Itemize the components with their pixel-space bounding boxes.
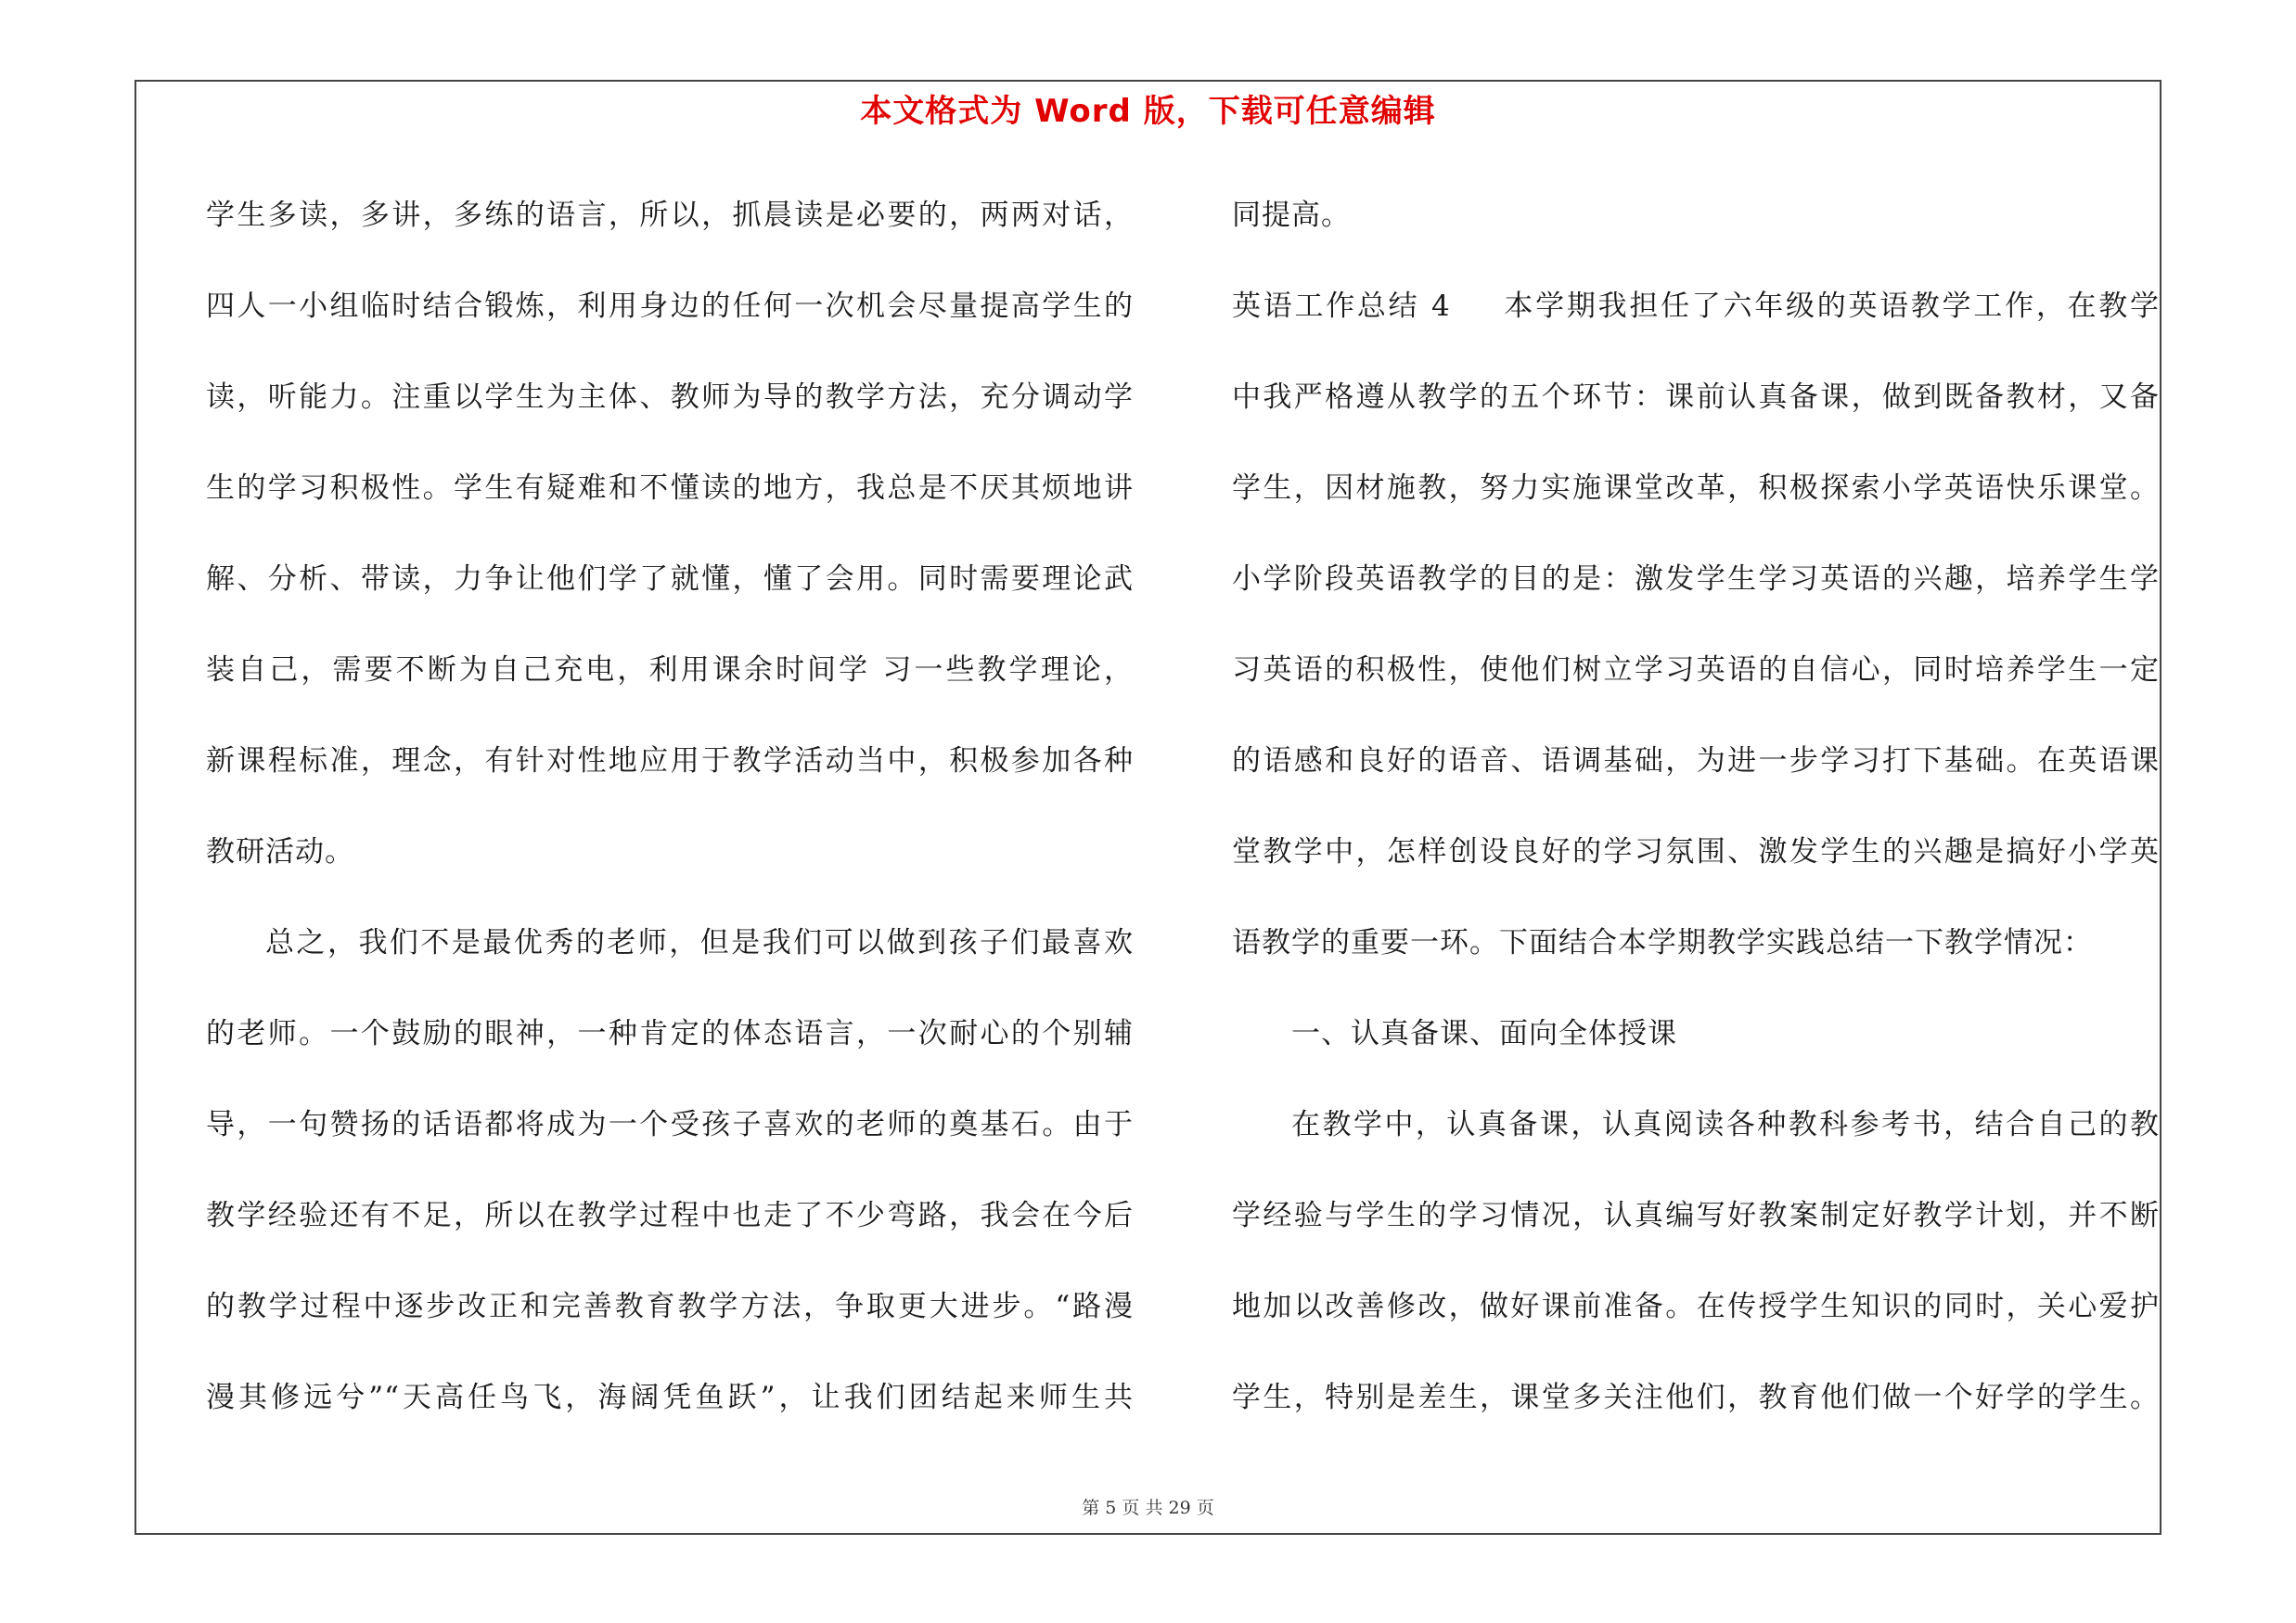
- text-line: 的老师。一个鼓励的眼神，一种肯定的体态语言，一次耐心的个别辅: [206, 1017, 1134, 1050]
- text-line: 堂教学中，怎样创设良好的学习氛围、激发学生的兴趣是搞好小学英: [1232, 835, 2160, 869]
- text-line: 教研活动。: [206, 835, 354, 869]
- text-line: 四人一小组临时结合锻炼，利用身边的任何一次机会尽量提高学生的: [206, 290, 1134, 323]
- text-line: 解、分析、带读，力争让他们学了就懂，懂了会用。同时需要理论武: [206, 562, 1134, 596]
- text-line: 生的学习积极性。学生有疑难和不懂读的地方，我总是不厌其烦地讲: [206, 471, 1134, 505]
- text-line: 中我严格遵从教学的五个环节：课前认真备课，做到既备教材，又备: [1232, 380, 2160, 414]
- page-number: 第 5 页 共 29 页: [1082, 1498, 1214, 1518]
- text-line: 学经验与学生的学习情况，认真编写好教案制定好教学计划，并不断: [1232, 1199, 2160, 1232]
- text-line: 学生多读，多讲，多练的语言，所以，抓晨读是必要的，两两对话，: [206, 199, 1134, 232]
- text-line: 学生，因材施教，努力实施课堂改革，积极探索小学英语快乐课堂。: [1232, 471, 2160, 505]
- section-heading: 英语工作总结 4: [1232, 290, 1451, 323]
- text-line: 在教学中，认真备课，认真阅读各种教科参考书，结合自己的教: [1291, 1108, 2160, 1141]
- text-line: 的语感和良好的语音、语调基础，为进一步学习打下基础。在英语课: [1232, 744, 2160, 778]
- text-line: 装自己，需要不断为自己充电，利用课余时间学 习一些教学理论，: [206, 653, 1134, 687]
- text-line: 导，一句赞扬的话语都将成为一个受孩子喜欢的老师的奠基石。由于: [206, 1108, 1134, 1141]
- section-heading-line: [1232, 272, 2160, 363]
- text-line: 总之，我们不是最优秀的老师，但是我们可以做到孩子们最喜欢: [265, 926, 1134, 960]
- text-line: 学生，特别是差生，课堂多关注他们，教育他们做一个好学的学生。: [1232, 1381, 2160, 1414]
- text-line: 漫其修远兮”“天高任鸟飞，海阔凭鱼跃”，让我们团结起来师生共: [206, 1381, 1134, 1414]
- left-column: [206, 181, 1134, 1454]
- text-line: 地加以改善修改，做好课前准备。在传授学生知识的同时，关心爱护: [1232, 1290, 2160, 1323]
- text-line: 小学阶段英语教学的目的是：激发学生学习英语的兴趣，培养学生学: [1232, 562, 2160, 596]
- text-line: 新课程标准，理念，有针对性地应用于教学活动当中，积极参加各种: [206, 744, 1134, 778]
- text-line: 语教学的重要一环。下面结合本学期教学实践总结一下教学情况：: [1232, 926, 2093, 960]
- subsection-heading: 一、认真备课、面向全体授课: [1291, 1017, 1677, 1050]
- text-line: 同提高。: [1232, 199, 1351, 232]
- section-first-text: 本学期我担任了六年级的英语教学工作，在教学: [1502, 290, 2161, 323]
- text-line: 教学经验还有不足，所以在教学过程中也走了不少弯路，我会在今后: [206, 1199, 1134, 1232]
- text-line: 读，听能力。注重以学生为主体、教师为导的教学方法，充分调动学: [206, 380, 1134, 414]
- format-banner: 本文格式为 Word 版，下载可任意编辑: [860, 93, 1436, 130]
- text-line: 的教学过程中逐步改正和完善教育教学方法，争取更大进步。“路漫: [206, 1290, 1134, 1323]
- right-column: [1232, 181, 2160, 1454]
- text-line: 习英语的积极性，使他们树立学习英语的自信心，同时培养学生一定: [1232, 653, 2160, 687]
